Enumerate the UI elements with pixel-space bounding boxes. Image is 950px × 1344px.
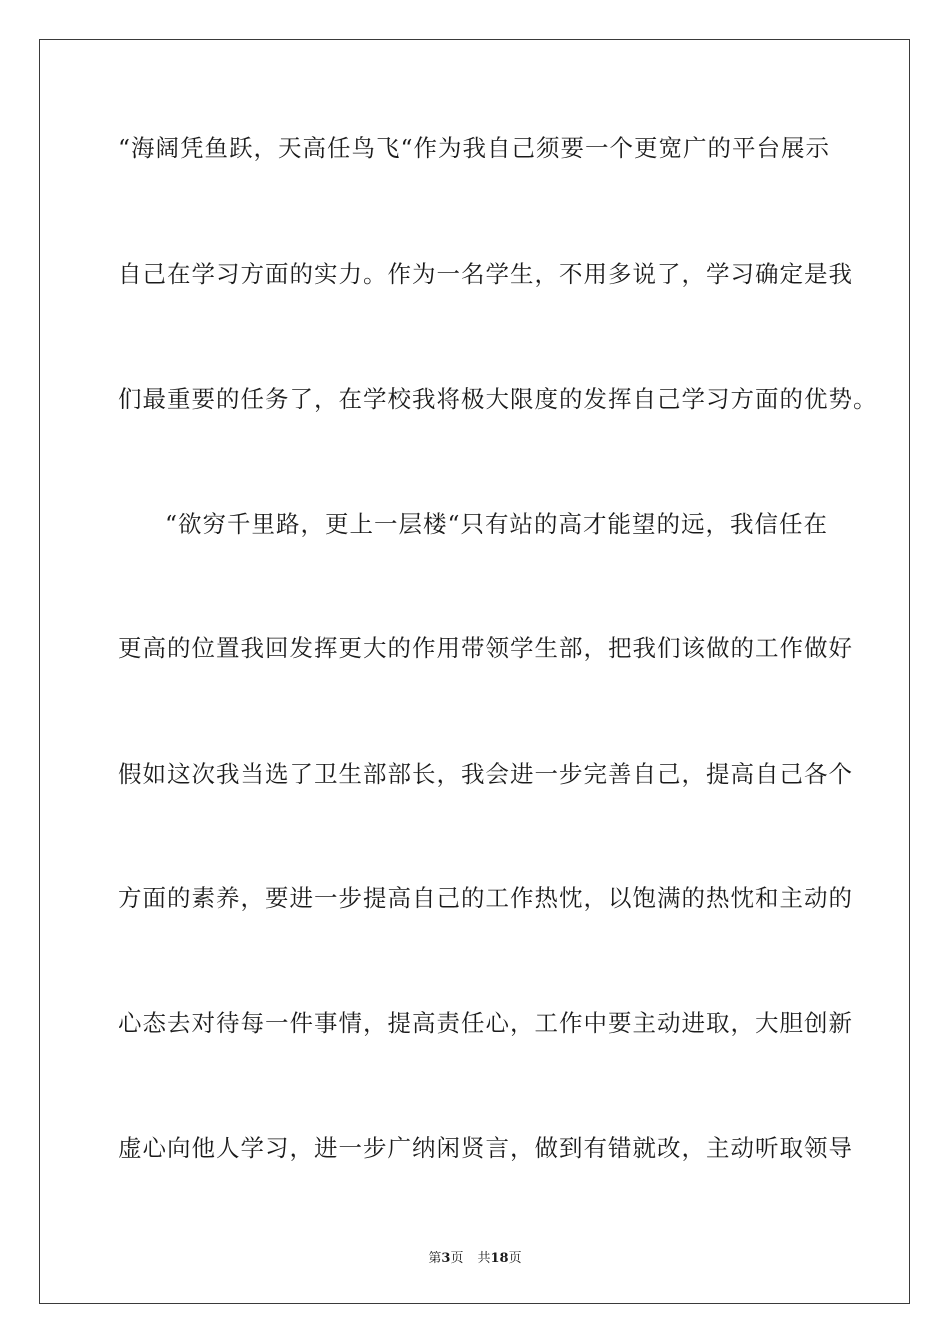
footer-page-suffix: 页 (450, 1251, 464, 1266)
paragraph-line-8: 心态去对待每一件事情，提高责任心，工作中要主动进取，大胆创新 (118, 1009, 853, 1037)
paragraph-line-2: 自己在学习方面的实力。作为一名学生，不用多说了，学习确定是我 (118, 260, 853, 288)
paragraph-line-9: 虚心向他人学习，进一步广纳闲贤言，做到有错就改，主动听取领导 (118, 1134, 853, 1162)
footer-page-number: 3 (441, 1251, 451, 1266)
paragraph-line-5: 更高的位置我回发挥更大的作用带领学生部，把我们该做的工作做好 (118, 634, 853, 662)
paragraph-line-3: 们最重要的任务了，在学校我将极大限度的发挥自己学习方面的优势。 (118, 385, 878, 413)
paragraph-line-1: “海阔凭鱼跃，天高任鸟飞“作为我自己须要一个更宽广的平台展示 (118, 134, 831, 162)
footer-total-suffix: 页 (508, 1251, 522, 1266)
footer-total-prefix: 共 (477, 1251, 491, 1266)
paragraph-line-7: 方面的素养，要进一步提高自己的工作热忱，以饱满的热忱和主动的 (118, 884, 853, 912)
page-border (39, 39, 910, 1304)
paragraph-line-6: 假如这次我当选了卫生部部长，我会进一步完善自己，提高自己各个 (118, 760, 853, 788)
footer-total-number: 18 (490, 1251, 509, 1266)
page-footer (0, 1247, 950, 1266)
paragraph-line-4: “欲穷千里路，更上一层楼“只有站的高才能望的远，我信任在 (165, 510, 829, 538)
footer-page-prefix: 第 (428, 1251, 442, 1266)
